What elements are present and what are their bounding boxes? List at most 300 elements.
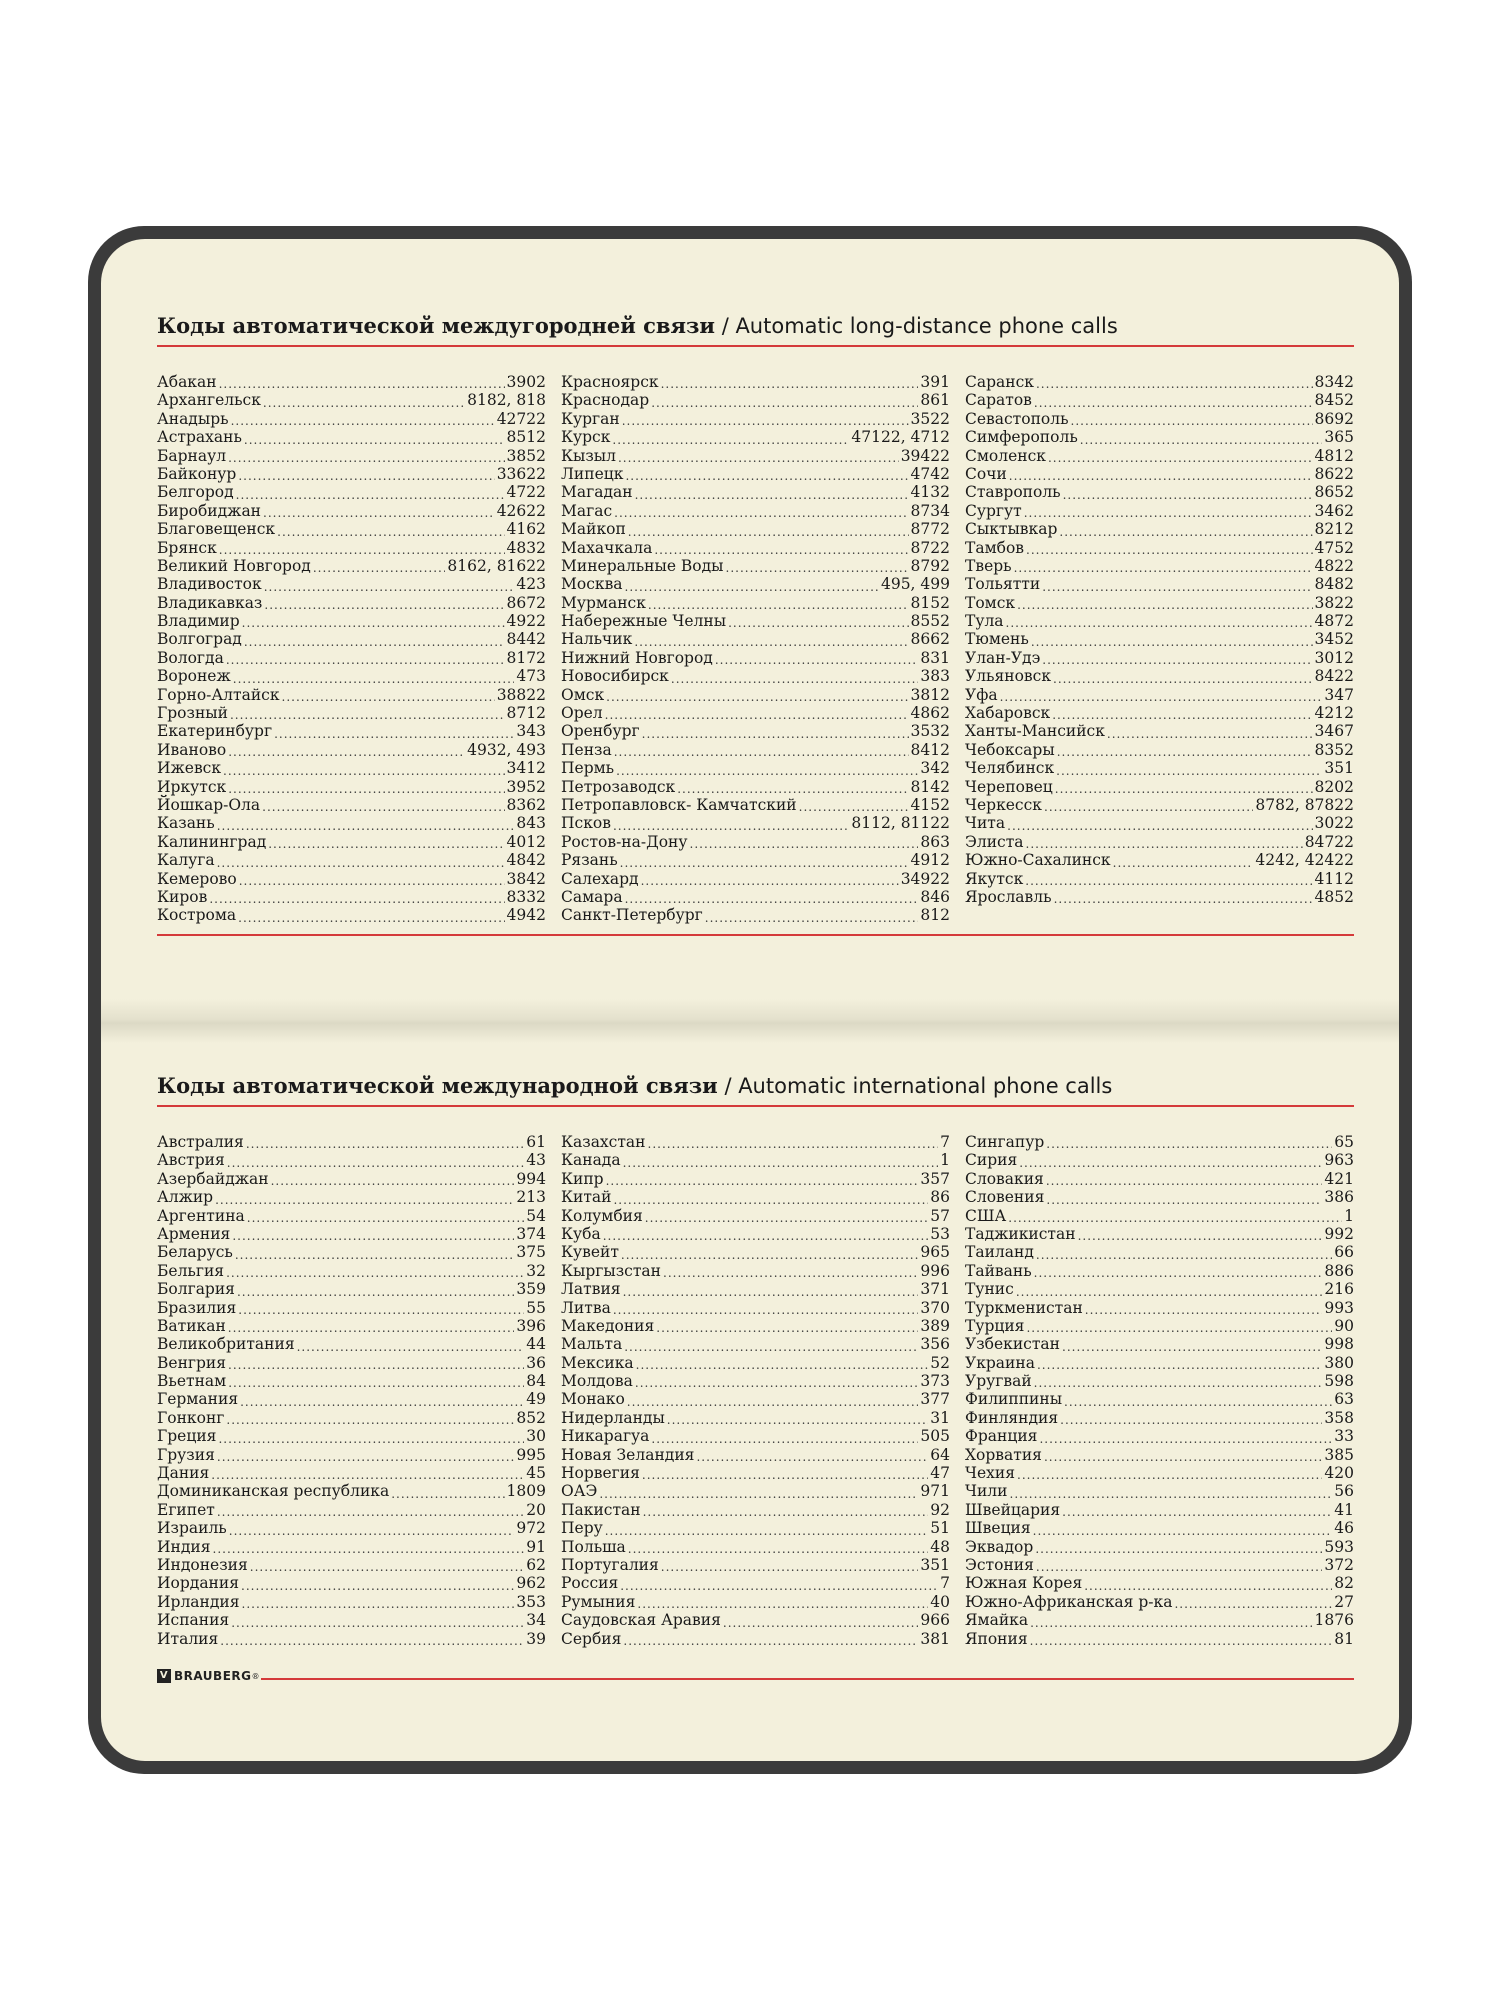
dot-leader [217,1505,524,1519]
dot-leader [614,506,908,520]
phone-code: 8352 [1314,740,1354,759]
dot-leader [274,727,514,741]
place-name: Филиппины [965,1390,1063,1409]
place-name: Саудовская Аравия [561,1611,721,1630]
code-row [157,1354,546,1372]
dot-leader [230,708,505,722]
place-name: Сочи [965,464,1007,483]
dot-leader [209,892,504,906]
dot-leader [705,911,919,925]
code-row [965,1574,1354,1592]
dot-leader [642,1468,928,1482]
place-name: Чита [965,814,1006,833]
dot-leader [1107,727,1313,741]
place-name: Кострома [157,906,237,925]
phone-code: 356 [920,1335,950,1354]
code-row [561,1427,950,1445]
code-row [157,1225,546,1243]
phone-code: 7 [940,1574,950,1593]
code-row [561,428,950,446]
phone-code: 1809 [506,1482,546,1501]
dot-leader [625,892,919,906]
phone-code: 33622 [496,464,546,483]
code-row [157,814,546,832]
dot-leader [228,745,465,759]
registered-mark: ® [251,1671,260,1681]
dot-leader [599,1487,918,1501]
phone-code: 371 [920,1280,950,1299]
phone-code: 42722 [496,409,546,428]
place-name: Перу [561,1519,603,1538]
phone-code: 996 [920,1261,950,1280]
place-name: Казань [157,814,215,833]
code-row [157,557,546,575]
dot-leader [233,672,515,686]
place-name: Вьетнам [157,1372,227,1391]
phone-code: 495, 499 [880,575,950,594]
place-name: Абакан [157,372,217,391]
dot-leader [726,561,909,575]
code-row [965,1464,1354,1482]
place-name: Сыктывкар [965,520,1058,539]
code-row [157,612,546,630]
place-name: Словакия [965,1169,1044,1188]
code-row [157,649,546,667]
dot-leader [637,1597,928,1611]
place-name: Уфа [965,685,998,704]
place-name: Мурманск [561,593,646,612]
code-row [965,1243,1354,1261]
place-name: Калининград [157,832,267,851]
dot-leader [1053,672,1313,686]
code-row [965,759,1354,777]
code-row [561,502,950,520]
phone-code: 4112 [1314,869,1354,888]
code-row [965,1556,1354,1574]
place-name: Саратов [965,391,1032,410]
place-name: Италия [157,1629,219,1648]
phone-code: 8212 [1314,520,1354,539]
phone-code: 8152 [910,593,950,612]
dot-leader [1030,1616,1312,1630]
place-name: Киров [157,887,208,906]
phone-code: 3467 [1314,722,1354,741]
phone-code: 3822 [1314,593,1354,612]
code-row [561,373,950,391]
phone-code: 8182, 818 [467,391,546,410]
dot-leader [628,1542,928,1556]
place-name: Узбекистан [965,1335,1061,1354]
code-row [157,1170,546,1188]
place-name: Китай [561,1188,612,1207]
phone-code: 8162, 81622 [447,556,546,575]
phone-code: 8692 [1314,409,1354,428]
dot-leader [231,1616,524,1630]
place-name: Ставрополь [965,483,1061,502]
place-name: Тольятти [965,575,1041,594]
phone-code: 3522 [910,409,950,428]
dot-leader [1000,690,1323,704]
place-name: Тюмень [965,630,1029,649]
code-row [561,447,950,465]
code-row [965,465,1354,483]
phone-code: 846 [920,887,950,906]
dot-leader [1055,782,1313,796]
dot-leader [211,1468,524,1482]
phone-code: 33 [1334,1427,1354,1446]
code-row [157,1611,546,1629]
phone-code: 66 [1334,1243,1354,1262]
place-name: Тверь [965,556,1012,575]
place-name: Новосибирск [561,667,669,686]
code-row [965,1611,1354,1629]
code-row [561,667,950,685]
dot-leader [635,1376,919,1390]
logo-mark-icon: V [157,1669,171,1683]
code-row [965,1151,1354,1169]
code-row [965,888,1354,906]
dot-leader [663,1266,918,1280]
place-name: Якутск [965,869,1024,888]
code-row [561,1538,950,1556]
place-name: Латвия [561,1280,621,1299]
phone-code: 421 [1324,1169,1354,1188]
phone-code: 4132 [910,483,950,502]
place-name: Ямайка [965,1611,1029,1630]
phone-code: 886 [1324,1261,1354,1280]
code-row [561,649,950,667]
place-name: Владивосток [157,575,262,594]
place-name: Австрия [157,1151,225,1170]
code-row [965,778,1354,796]
code-row [561,483,950,501]
dot-leader [226,1413,514,1427]
dot-leader [622,414,909,428]
code-row [157,1133,546,1151]
dot-leader [603,1229,929,1243]
code-row [561,1262,950,1280]
phone-code: 45 [526,1464,546,1483]
place-name: Гонконг [157,1408,225,1427]
dot-leader [1060,1413,1322,1427]
phone-code: 3412 [506,759,546,778]
code-row [561,1390,950,1408]
title-en: / Automatic long-distance phone calls [721,314,1118,338]
phone-code: 8722 [910,538,950,557]
phone-code: 8202 [1314,777,1354,796]
dot-leader [613,819,849,833]
phone-code: 962 [516,1574,546,1593]
brauberg-logo [157,1666,260,1686]
code-row [561,520,950,538]
dot-leader [671,672,919,686]
place-name: Минеральные Воды [561,556,724,575]
code-row [965,851,1354,869]
code-row [965,1501,1354,1519]
phone-code: 61 [526,1132,546,1151]
dot-leader [625,580,879,594]
phone-code: 36 [526,1353,546,1372]
phone-code: 46 [1334,1519,1354,1538]
domestic-bottom-rule [157,934,1354,936]
phone-code: 357 [920,1169,950,1188]
phone-code: 34922 [900,869,950,888]
phone-code: 47122, 4712 [851,428,950,447]
code-row [965,667,1354,685]
dot-leader [239,874,505,888]
dot-leader [247,1211,525,1225]
place-name: Мальта [561,1335,623,1354]
phone-code: 216 [1324,1280,1354,1299]
phone-code: 1 [1344,1206,1354,1225]
phone-code: 4842 [506,851,546,870]
code-row [965,391,1354,409]
dot-leader [1037,1358,1322,1372]
phone-code: 4162 [506,520,546,539]
code-row [561,391,950,409]
dot-leader [227,1156,525,1170]
place-name: Сербия [561,1629,622,1648]
code-column [965,1133,1354,1648]
code-row [157,373,546,391]
place-name: Брянск [157,538,217,557]
phone-code: 44 [526,1335,546,1354]
place-name: Самара [561,887,623,906]
code-row [965,1207,1354,1225]
place-name: Горно-Алтайск [157,685,280,704]
dot-leader [1048,451,1313,465]
phone-code: 3462 [1314,501,1354,520]
code-row [157,722,546,740]
dot-leader [1059,525,1312,539]
code-row [965,833,1354,851]
dot-leader [268,837,504,851]
code-row [965,1482,1354,1500]
dot-leader [799,800,909,814]
dot-leader [1071,414,1313,428]
dot-leader [219,543,505,557]
code-column [157,1133,546,1648]
place-name: Турция [965,1316,1025,1335]
code-row [561,575,950,593]
phone-code: 396 [516,1316,546,1335]
phone-code: 843 [516,814,546,833]
phone-code: 4862 [910,704,950,723]
place-name: Архангельск [157,391,261,410]
phone-code: 8662 [910,630,950,649]
place-name: Египет [157,1500,215,1519]
dot-leader [217,856,505,870]
phone-code: 375 [516,1243,546,1262]
dot-leader [1008,1211,1342,1225]
dot-leader [246,1137,524,1151]
place-name: Йошкар-Ола [157,795,261,814]
code-row [157,391,546,409]
code-row [157,778,546,796]
phone-code: 42622 [496,501,546,520]
dot-leader [218,1432,524,1446]
place-name: Македония [561,1316,655,1335]
dot-leader [241,1579,514,1593]
dot-leader [1019,1156,1322,1170]
phone-code: 84722 [1304,832,1354,851]
dot-leader [628,525,909,539]
code-row [157,483,546,501]
place-name: Молдова [561,1372,633,1391]
code-row [965,1446,1354,1464]
dot-leader [1026,837,1303,851]
place-name: Кыргызстан [561,1261,661,1280]
code-row [561,1335,950,1353]
dot-leader [656,1321,918,1335]
place-name: Ростов-на-Дону [561,832,688,851]
dot-leader [242,616,505,630]
place-name: Петропавловск- Камчатский [561,795,797,814]
code-row [561,851,950,869]
place-name: Саранск [965,372,1034,391]
phone-code: 8482 [1314,575,1354,594]
phone-code: 353 [516,1592,546,1611]
phone-code: 473 [516,667,546,686]
code-row [561,906,950,924]
dot-leader [1062,1340,1322,1354]
place-name: Пенза [561,740,612,759]
dot-leader [618,451,899,465]
code-row [965,1538,1354,1556]
place-name: Аргентина [157,1206,245,1225]
code-row [561,759,950,777]
place-name: ОАЭ [561,1482,598,1501]
place-name: Таджикистан [965,1224,1076,1243]
phone-code: 90 [1334,1316,1354,1335]
phone-code: 39422 [900,446,950,465]
dot-leader [1052,708,1312,722]
place-name: Хорватия [965,1445,1042,1464]
place-name: Майкоп [561,520,626,539]
phone-code: 41 [1334,1500,1354,1519]
code-row [561,557,950,575]
place-name: Салехард [561,869,639,888]
code-row [157,502,546,520]
place-name: Байконур [157,464,237,483]
place-name: Рязань [561,851,618,870]
phone-code: 56 [1334,1482,1354,1501]
phone-code: 8452 [1314,391,1354,410]
dot-leader [1078,1229,1323,1243]
place-name: Эстония [965,1555,1034,1574]
phone-code: 4912 [910,851,950,870]
dot-leader [215,1193,514,1207]
phone-code: 505 [920,1427,950,1446]
place-name: Владикавказ [157,593,263,612]
dot-leader [231,414,495,428]
dot-leader [235,1248,515,1262]
place-name: Анадырь [157,409,229,428]
place-name: Ульяновск [965,667,1052,686]
phone-code: 3852 [506,446,546,465]
code-row [157,465,546,483]
place-name: Португалия [561,1555,659,1574]
phone-code: 54 [526,1206,546,1225]
code-row [561,1225,950,1243]
code-row [157,1151,546,1169]
code-column [157,373,546,925]
place-name: Псков [561,814,611,833]
dot-leader [616,764,918,778]
code-row [157,1630,546,1648]
code-row [561,686,950,704]
phone-code: 389 [920,1316,950,1335]
code-row [965,612,1354,630]
place-name: Испания [157,1611,230,1630]
code-row [965,502,1354,520]
code-row [157,906,546,924]
code-row [157,1446,546,1464]
dot-leader [220,1634,524,1648]
phone-code: 972 [516,1519,546,1538]
phone-code: 343 [516,722,546,741]
phone-code: 40 [930,1592,950,1611]
section-title [157,311,1354,341]
code-row [157,539,546,557]
place-name: Израиль [157,1519,227,1538]
code-row [965,1299,1354,1317]
place-name: Южная Корея [965,1574,1083,1593]
code-row [157,1574,546,1592]
place-name: Туркменистан [965,1298,1083,1317]
dot-leader [1026,1321,1332,1335]
dot-leader [1014,561,1313,575]
code-row [965,1335,1354,1353]
phone-code: 64 [930,1445,950,1464]
code-row [965,447,1354,465]
code-row [965,575,1354,593]
place-name: Индия [157,1537,211,1556]
place-name: Великобритания [157,1335,295,1354]
dot-leader [636,1358,929,1372]
code-row [965,722,1354,740]
phone-code: 65 [1334,1132,1354,1151]
place-name: Сингапур [965,1132,1045,1151]
dot-leader [263,506,495,520]
code-row [561,1501,950,1519]
code-row [965,630,1354,648]
phone-code: 8342 [1314,372,1354,391]
dot-leader [648,1137,939,1151]
dot-leader [1034,1266,1323,1280]
phone-code: 8782, 87822 [1255,795,1354,814]
dot-leader [1054,892,1313,906]
phone-code: 998 [1324,1335,1354,1354]
dot-leader [240,1395,524,1409]
place-name: Пакистан [561,1500,641,1519]
place-name: Словения [965,1188,1045,1207]
phone-code: 1 [940,1151,950,1170]
place-name: Санкт-Петербург [561,906,703,925]
phone-code: 82 [1334,1574,1354,1593]
code-row [561,1151,950,1169]
code-row [157,833,546,851]
dot-leader [635,488,909,502]
phone-code: 993 [1324,1298,1354,1317]
dot-leader [1033,1524,1333,1538]
dot-leader [264,598,504,612]
code-row [965,814,1354,832]
phone-code: 3452 [1314,630,1354,649]
place-name: США [965,1206,1007,1225]
place-name: Норвегия [561,1464,640,1483]
place-name: Москва [561,575,623,594]
